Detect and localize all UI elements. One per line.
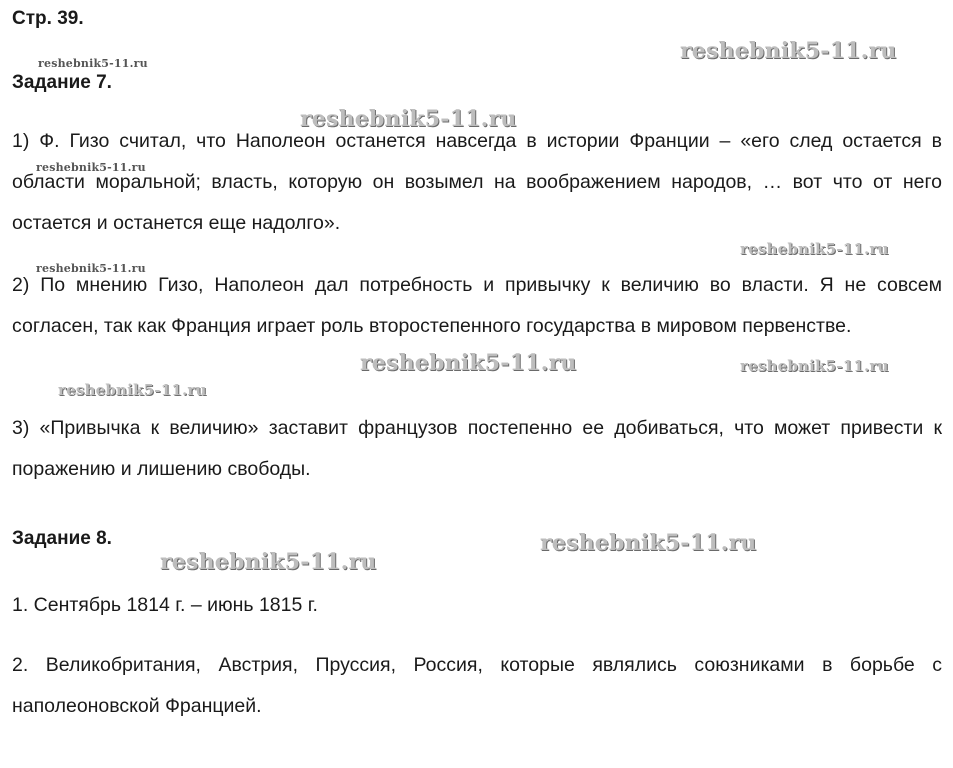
task-8-answer-2: 2. Великобритания, Австрия, Пруссия, Россия, которые являлись союзниками в борьбе с наполеоновской Францией. (12, 654, 942, 717)
task-8-answer-1: 1. Сентябрь 1814 г. – июнь 1815 г. (12, 594, 318, 616)
watermark: reshebnik5-11.ru (36, 262, 146, 275)
watermark: reshebnik5-11.ru (360, 350, 577, 376)
watermark: reshebnik5-11.ru (36, 161, 146, 174)
task-7-heading: Задание 7. (12, 72, 112, 93)
watermark: reshebnik5-11.ru (38, 57, 148, 70)
watermark: reshebnik5-11.ru (740, 240, 889, 258)
page-number-header: Стр. 39. (12, 8, 84, 29)
task-7-answer-2: 2) По мнению Гизо, Наполеон дал потребность и привычку к величию во власти. Я не совсем согласен, так как Франция играет роль второстепенного государства в мировом первенстве. (12, 274, 942, 337)
watermark: reshebnik5-11.ru (160, 549, 377, 575)
task-8-heading: Задание 8. (12, 528, 112, 549)
watermark: reshebnik5-11.ru (680, 38, 897, 64)
watermark: reshebnik5-11.ru (58, 381, 207, 399)
watermark: reshebnik5-11.ru (300, 106, 517, 132)
task-7-answer-3: 3) «Привычка к величию» заставит французов постепенно ее добиваться, что может привести к поражению и лишению свободы. (12, 417, 942, 480)
watermark: reshebnik5-11.ru (540, 530, 757, 556)
task-7-answer-1: 1) Ф. Гизо считал, что Наполеон останется навсегда в истории Франции – «его след остается в области моральной; власть, которую он возымел на воображением народов, … вот что от него остается и останется еще надолго». (12, 130, 942, 234)
watermark: reshebnik5-11.ru (740, 357, 889, 375)
